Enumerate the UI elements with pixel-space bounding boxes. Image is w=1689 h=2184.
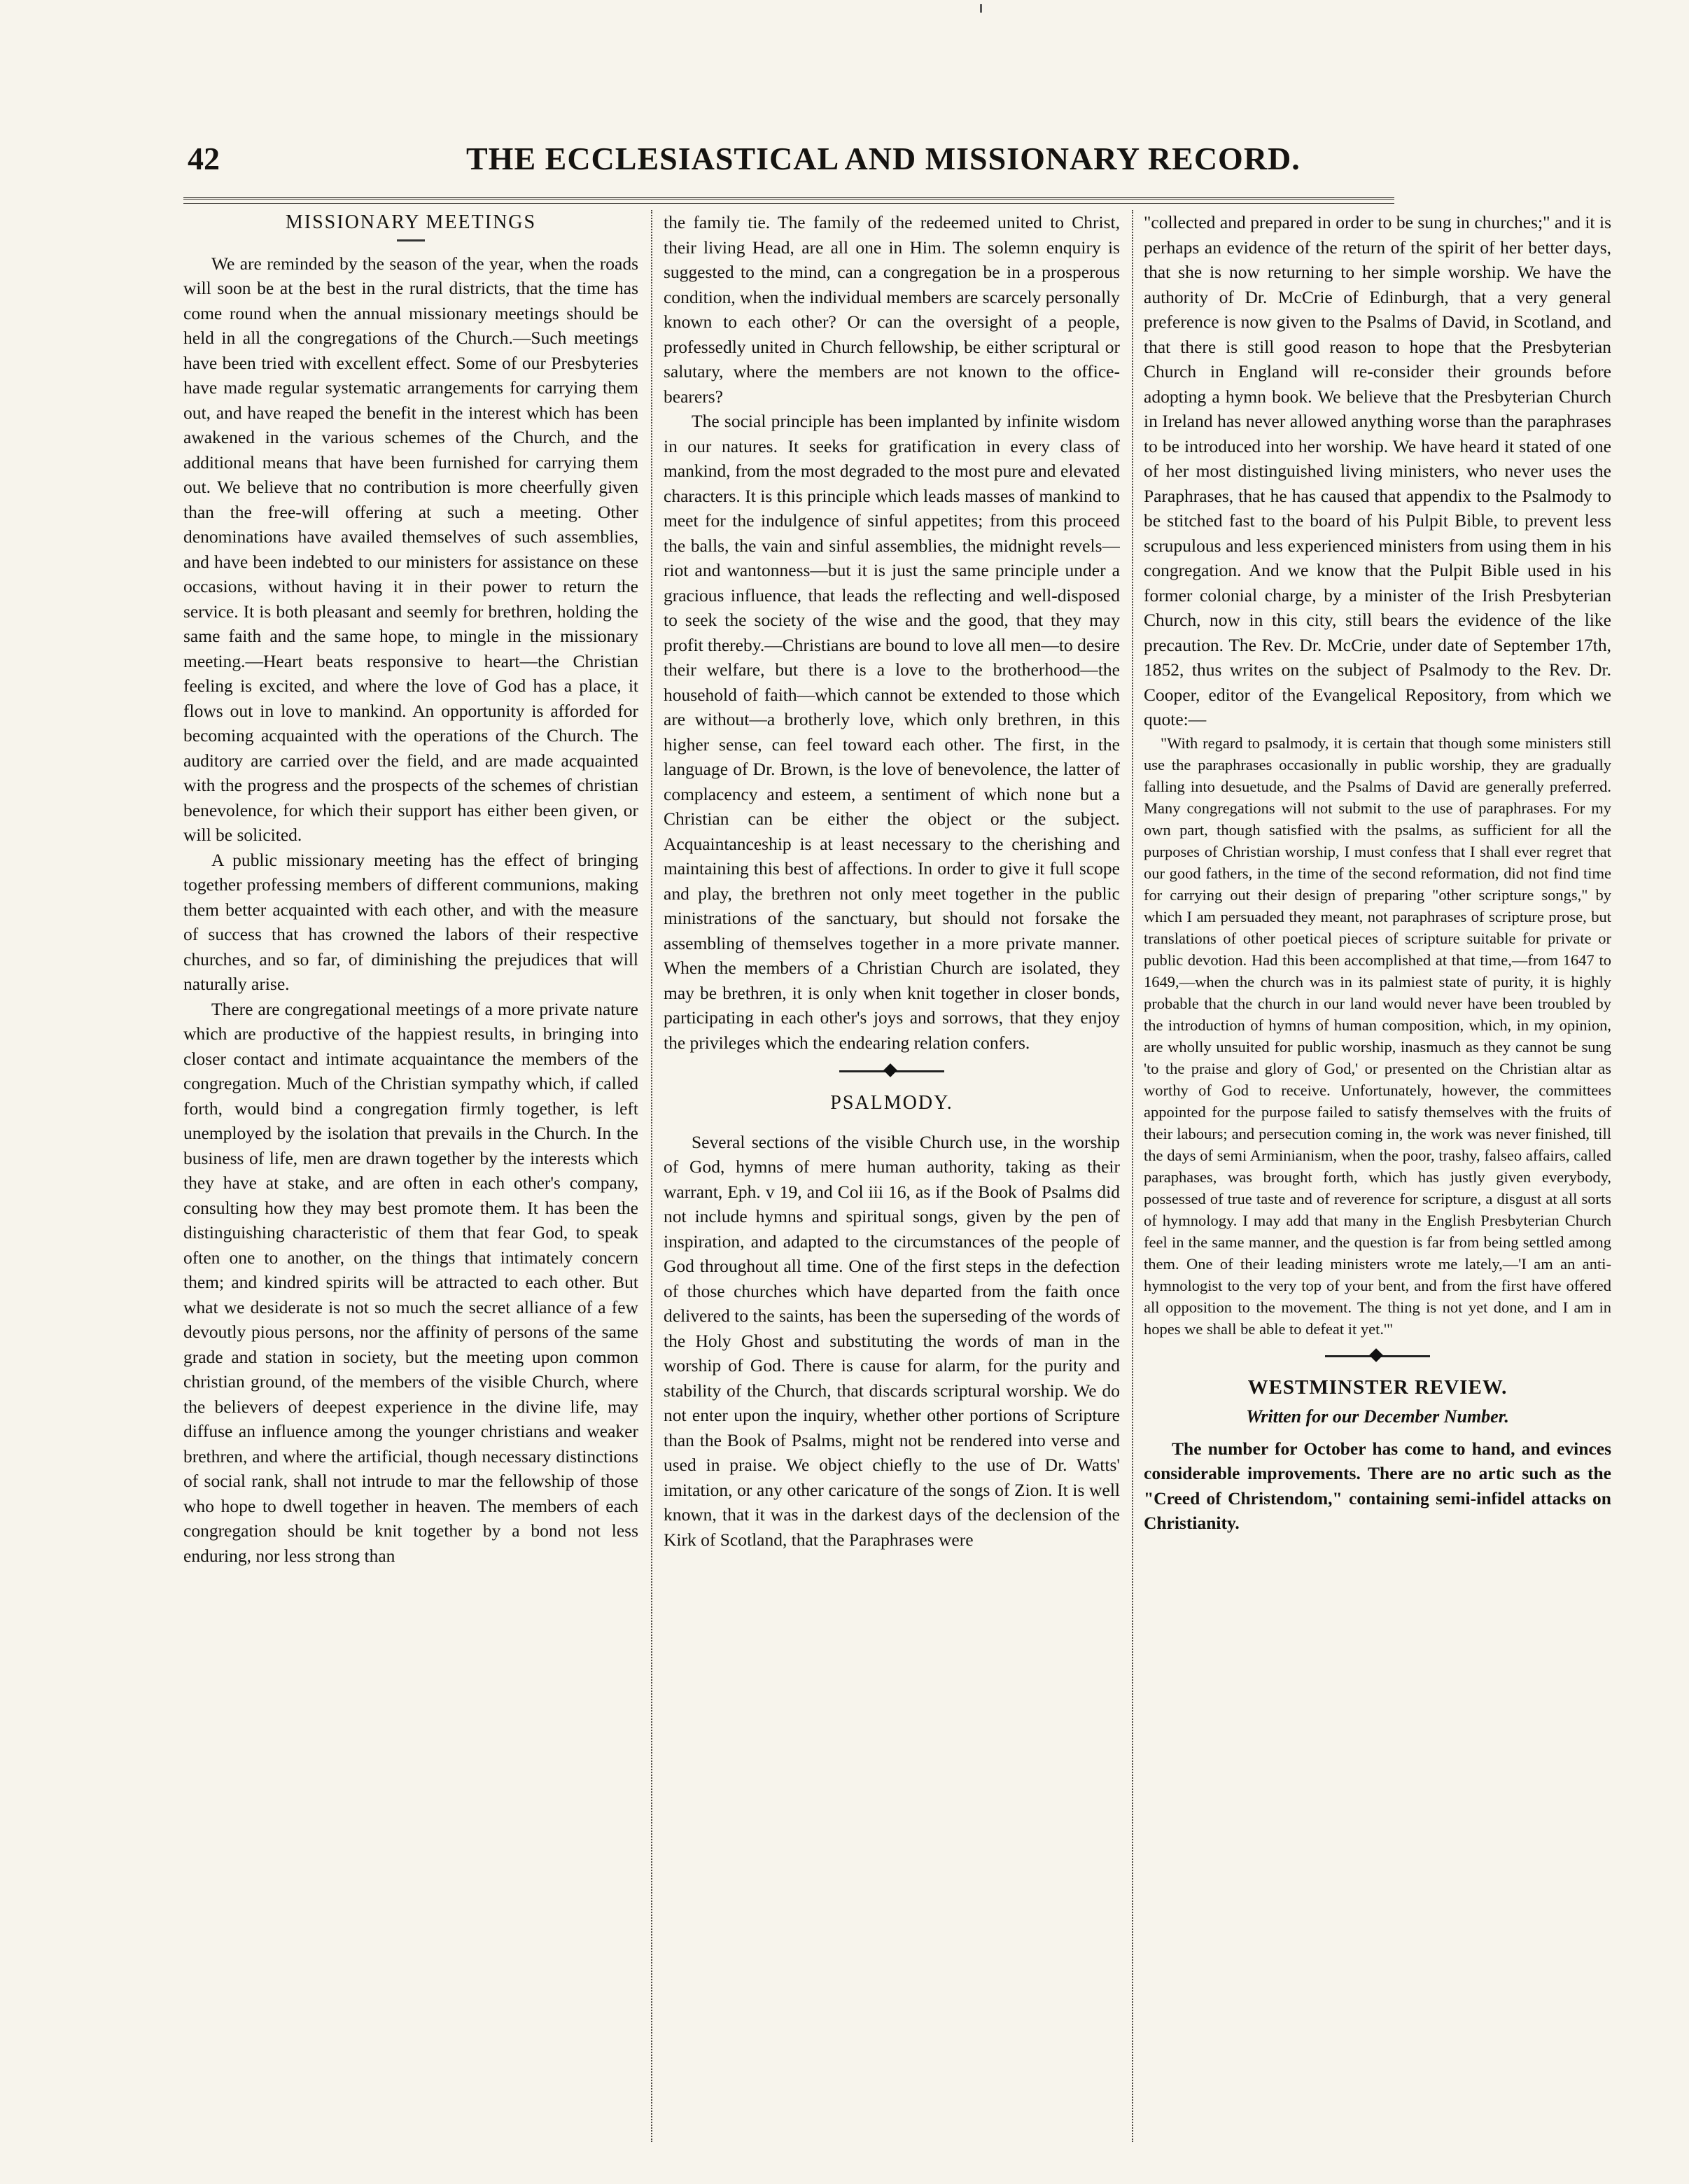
journal-title: THE ECCLESIASTICAL AND MISSIONARY RECORD. — [466, 141, 1301, 176]
article-subheading: Written for our December Number. — [1246, 1406, 1509, 1427]
page-number: 42 — [188, 141, 220, 176]
section-separator — [1325, 1355, 1430, 1357]
paragraph: There are congregational meetings of a more private nature which are productive of the happiest results, in bringing into closer contact and intimate acquaintance the members of the congregation. Much of the Christian sympathy which, if called forth, would bind a congregation firmly together, is left unemployed by the isolation that prevails in the Church. In the business of life, men are drawn together by the interests which they have at stake, and are often in each other's company, consulting how they may best promote them. It has been the distinguishing characteristic of them that fear God, to speak often one to another, on the things that intimately concern them; and kindred spirits will be attracted to each other. But what we desiderate is not so much the secret alliance of a few devoutly pious persons, nor the affinity of persons of the same grade and station in society, but the meeting upon common christian ground, of the members of the visible Church, where the believers of deepest experience in the divine life, may diffuse an influence among the younger christians and weaker brethren, and where the artificial, though necessary distinctions of social rank, shall not intrude to mar the fellowship of those who hope to dwell together in heaven. The members of each congregation should be knit together by a bond not less enduring, nor less strong than — [183, 998, 638, 1566]
article-heading-psalmody: PSALMODY. — [830, 1092, 953, 1114]
column-2 — [664, 210, 1120, 2142]
paragraph: Several sections of the visible Church use, in the worship of God, hymns of mere human authority, taking as their warrant, Eph. v 19, and Col iii 16, as if the Book of Psalms did not include hymns and spiritual songs, given by the pen of inspiration, and adapted to the circumstances of the people of God throughout all time. One of the first steps in the defection of those churches which have departed from the faith once delivered to the saints, has been the superseding of the words of the Holy Ghost and substituting the words of man in the worship of God. There is cause for alarm, for the purity and stability of the Church, that discards scriptural worship. We do not enter upon the inquiry, whether other portions of Scripture than the Book of Psalms, might not be rendered into verse and used in praise. We object chiefly to the use of Dr. Watts' imitation, or any other caricature of the songs of Zion. It is well known, that it was in the darkest days of the declension of the Kirk of Scotland, that the Paraphrases were — [664, 1131, 1120, 1550]
column-1 — [183, 210, 638, 2142]
column-3 — [1144, 210, 1611, 2142]
paragraph: The social principle has been implanted by infinite wisdom in our natures. It seeks for gratification in every class of mankind, from the most degraded to the most pure and elevated characters. It is this principle which leads masses of mankind to meet for the indulgence of sinful appetites; from this proceed the balls, the vain and sinful assemblies, the midnight revels—riot and wantonness—but it is just the same principle under a gracious influence, that leads the reflecting and well-disposed to seek the society of the wise and the good, that they may profit thereby.—Christians are bound to love all men—to desire their welfare, but there is a love to the brotherhood—the household of faith—which cannot be extended to those which are without—a brotherly love, which only brethren, in this higher sense, can feel toward each other. The first, in the language of Dr. Brown, is the love of benevolence, the latter of complacency and esteem, a sentiment of which none but a Christian can be either the object or the subject. Acquaintanceship is at least necessary to the cherishing and maintaining this best of affections. In order to give it full scope and play, the brethren not only meet together in the public ministrations of the sanctuary, but should not forsake the assembling of themselves together in a more private manner. When the members of a Christian Church are isolated, they may be brethren, it is only when knit together in closer bonds, participating in each other's joys and sorrows, that they enjoy the privileges which the endearing relation confers. — [664, 411, 1120, 1053]
column-divider — [651, 210, 652, 2142]
paragraph: "collected and prepared in order to be sung in churches;" and it is perhaps an evidence of the return of the spirit of her better days, that she is now returning to her simple worship. We have the authority of Dr. McCrie of Edinburgh, that a very general preference is now given to the Psalms of David, in Scotland, and that there is still good reason to hope that the Presbyterian Church in England will re-consider their grounds before adopting a hymn book. We believe that the Presbyterian Church in Ireland has never allowed anything worse than the paraphrases to be introduced into her worship. We have heard it stated of one of her most distinguished living ministers, who never uses the Paraphrases, that he has caused that appendix to the Psalmody to be stitched fast to the board of his Pulpit Bible, to prevent less scrupulous and less experienced ministers from using them in his congregation. And we know that the Pulpit Bible used in his former colonial charge, by a minister of the Irish Presbyterian Church, now in this city, still bears the evidence of the like precaution. The Rev. Dr. McCrie, under date of September 17th, 1852, thus writes on the subject of Psalmody to the Rev. Dr. Cooper, editor of the Evangelical Repository, from which we quote:— — [1144, 212, 1611, 729]
paragraph: A public missionary meeting has the effect of bringing together professing members of different communions, making them better acquainted with each other, and with the measure of success that has crowned the labors of their respective churches, and so far, of diminishing the prejudices that will naturally arise. — [183, 849, 638, 994]
masthead-rule — [183, 197, 1394, 204]
article-heading-westminster-review: WESTMINSTER REVIEW. — [1247, 1376, 1508, 1399]
column-divider — [1132, 210, 1133, 2142]
masthead — [188, 140, 1392, 182]
paragraph: the family tie. The family of the redeemed united to Christ, their living Head, are all one in Him. The solemn enquiry is suggested to the mind, can a congregation be in a prosperous condition, when the individual members are scarcely personally known to each other? Or can the oversight of a people, professedly united in Church fellowship, be either scriptural or salutary, where the members are not known to the office-bearers? — [664, 212, 1120, 407]
article-heading-missionary-meetings: MISSIONARY MEETINGS — [285, 211, 537, 233]
paragraph: The number for October has come to hand, and evinces considerable improvements. There are no artic such as the "Creed of Christendom," containing semi-infidel attacks on Christianity. — [1144, 1438, 1611, 1533]
paragraph: We are reminded by the season of the year, when the roads will soon be at the best in the rural districts, that the time has come round when the annual missionary meetings should be held in all the congregations of the Church.—Such meetings have been tried with excellent effect. Some of our Presbyteries have made regular systematic arrangements for carrying them out, and have reaped the benefit in the interest which has been awakened in the various schemes of the Church, and the additional means that have been furnished for carrying them out. We believe that no contribution is more cheerfully given than the free-will offering at such a meeting. Other denominations have availed themselves of such assemblies, and have been indebted to our ministers for assistance on these occasions, without having it in their power to return the service. It is both pleasant and seemly for brethren, holding the same faith and the same hope, to mingle in the missionary meeting.—Heart beats responsive to heart—the Christian feeling is excited, and where the love of God has a place, it flows out in love to mankind. An opportunity is afforded for becoming acquainted with the operations of the Church. The auditory are carried over the field, and are made acquainted with the progress and the prospects of the schemes of christian benevolence, for which their support has either been given, or will be solicited. — [183, 253, 638, 845]
heading-rule — [397, 239, 425, 241]
block-quote — [1144, 732, 1611, 1340]
print-speck — [980, 4, 982, 13]
quote-paragraph: "With regard to psalmody, it is certain that though some ministers still use the paraphrases occasionally in public worship, they are gradually falling into desuetude, and the Psalms of David are generally preferred. Many congregations will not submit to the use of paraphrases. For my own part, though satisfied with the psalms, as sufficient for all the purposes of Christian worship, I must confess that I shall ever regret that our good fathers, in the time of the second reformation, did not find time for carrying out their design of preparing "other scripture songs," by which I am persuaded they meant, not paraphrases of scripture prose, but translations of other poetical pieces of scripture suitable for private or public devotion. Had this been accomplished at that time,—from 1647 to 1649,—when the church was in its palmiest state of purity, it is highly probable that the church in our land would never have been troubled by the introduction of hymns of human composition, which, in my opinion, are wholly unsuited for public worship, inasmuch as they cannot be sung 'to the praise and glory of God,' or presented on the Christian altar as worthy of God to receive. Unfortunately, however, the committees appointed for the purpose failed to satisfy themselves with the fruits of their labours; and persecution coming in, the work was never finished, till the days of semi Arminianism, when the poor, trashy, falseo affairs, called paraphases, was brought forth, which has justly given everybody, possessed of true taste and of reverence for scripture, a disgust at all sorts of hymnology. I may add that many in the English Presbyterian Church feel in the same manner, and the question is far from being settled among them. One of their leading ministers wrote me lately,—'I am an anti-hymnologist to the very top of your bent, and from the first have offered all opposition to the movement. The thing is not yet done, and I am in hopes we shall be able to defeat it yet.'" — [1144, 734, 1611, 1338]
section-separator — [839, 1070, 944, 1072]
